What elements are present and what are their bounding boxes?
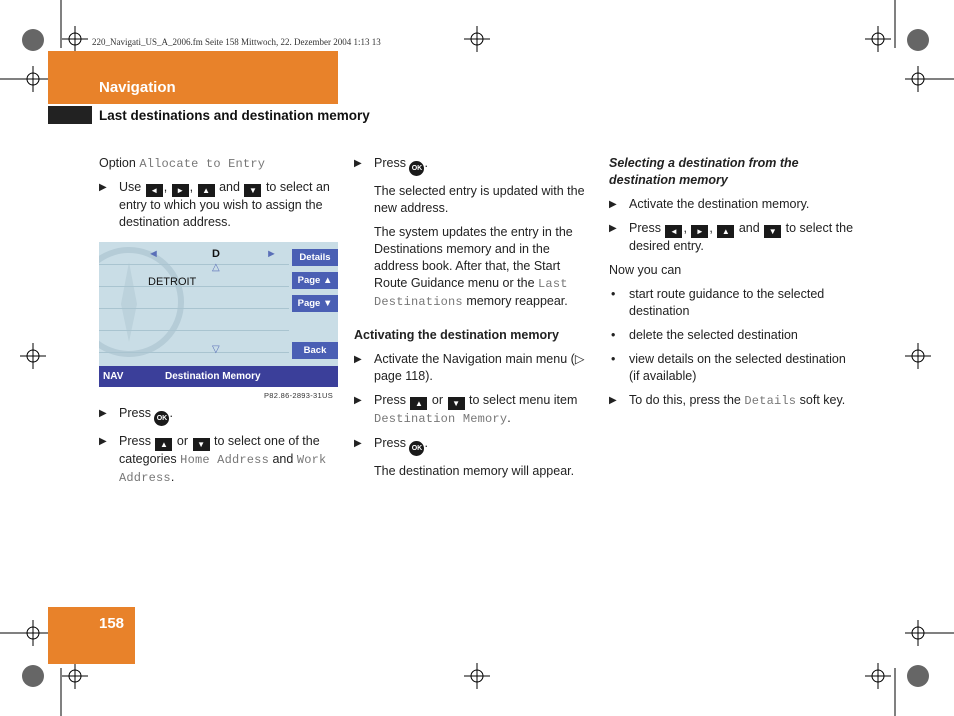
scroll-up-icon: △: [212, 262, 220, 273]
press-ok-step-2: ▶ Press OK .: [354, 435, 594, 456]
softkey-page-up[interactable]: Page ▲: [292, 272, 338, 289]
ok-button-icon: OK: [154, 411, 169, 426]
dot-bullet-icon: •: [611, 287, 616, 301]
arrow-bullet-icon: ▶: [609, 223, 617, 234]
ok-button-icon: OK: [409, 161, 424, 176]
subsection-marker: [48, 106, 92, 124]
dot-bullet-icon: •: [611, 352, 616, 366]
arrow-bullet-icon: ▶: [609, 199, 617, 210]
section-tab: [48, 51, 338, 104]
down-key-icon: ▼: [764, 225, 781, 238]
screen-letter: D: [212, 248, 220, 260]
left-key-icon: ◄: [146, 184, 163, 197]
left-key-icon: ◄: [665, 225, 682, 238]
option-item: • view details on the selected destination (if available): [611, 352, 846, 383]
arrow-bullet-icon: ▶: [609, 395, 617, 406]
figure-code: P82.86-2893-31US: [264, 391, 334, 400]
page-number: 158: [99, 615, 125, 632]
arrow-bullet-icon: ▶: [99, 436, 107, 447]
scroll-right-icon: ►: [266, 248, 277, 260]
column-2: [354, 155, 594, 480]
scroll-down-icon: ▽: [212, 344, 220, 355]
category-step: ▶ Press ▲ or ▼ to select one of the categories Home Address and Work Address.: [99, 434, 327, 485]
screen-city: DETROIT: [148, 276, 197, 288]
softkey-page-down[interactable]: Page ▼: [292, 295, 338, 312]
will-appear-text: The destination memory will appear.: [374, 464, 575, 478]
up-key-icon: ▲: [410, 397, 427, 410]
column-3: [609, 155, 854, 410]
down-key-icon: ▼: [244, 184, 261, 197]
nav-status-bar: [99, 366, 338, 387]
arrow-bullet-icon: ▶: [99, 408, 107, 419]
up-key-icon: ▲: [717, 225, 734, 238]
option-item: • delete the selected destination: [611, 328, 798, 342]
arrow-bullet-icon: ▶: [354, 158, 362, 169]
right-key-icon: ►: [691, 225, 708, 238]
select-entry-step: ▶ Press ◄ , ► , ▲ and ▼ to select the desired entry.: [609, 221, 854, 253]
file-header: 220_Navigati_US_A_2006.fm Seite 158 Mittwoch, 22. Dezember 2004 1:13 13: [92, 37, 381, 47]
column-1: [99, 155, 339, 231]
system-text: The system updates the entry in the Destinations memory and in the address book. After that, the Start Route Guidance menu or the Last Destinations memory reappear.: [374, 225, 573, 309]
section-title: Navigation: [99, 79, 176, 96]
use-step: ▶ Use ◄ , ► , ▲ and ▼ to select an entry to which you wish to assign the destination address.: [99, 180, 330, 229]
column-1-lower: [99, 405, 339, 487]
arrow-bullet-icon: ▶: [354, 354, 362, 365]
activate-nav-step: ▶ Activate the Navigation main menu (▷ page 118).: [354, 352, 585, 383]
dot-bullet-icon: •: [611, 328, 616, 342]
arrow-bullet-icon: ▶: [354, 395, 362, 406]
activate-memory-step: ▶ Activate the destination memory.: [609, 197, 810, 211]
press-ok-step: ▶ Press OK .: [99, 405, 339, 426]
down-key-icon: ▼: [193, 438, 210, 451]
selecting-heading: Selecting a destination from the destination memory: [609, 156, 799, 187]
arrow-bullet-icon: ▶: [354, 438, 362, 449]
up-key-icon: ▲: [155, 438, 172, 451]
now-you-can: Now you can: [609, 263, 682, 277]
select-menu-step: ▶ Press ▲ or ▼ to select menu item Destination Memory.: [354, 393, 578, 426]
down-key-icon: ▼: [448, 397, 465, 410]
scroll-left-icon: ◄: [148, 248, 159, 260]
option-line: Option Allocate to Entry: [99, 156, 266, 171]
activating-heading: Activating the destination memory: [354, 328, 559, 342]
details-step: ▶ To do this, press the Details soft key.: [609, 393, 846, 408]
softkey-details[interactable]: Details: [292, 249, 338, 266]
up-key-icon: ▲: [198, 184, 215, 197]
navigation-display: [99, 242, 338, 387]
nav-label: NAV: [103, 371, 124, 382]
updated-text: The selected entry is updated with the new address.: [374, 184, 585, 215]
nav-title: Destination Memory: [165, 371, 261, 382]
ok-button-icon: OK: [409, 441, 424, 456]
softkey-back[interactable]: Back: [292, 342, 338, 359]
arrow-bullet-icon: ▶: [99, 182, 107, 193]
subsection-title: Last destinations and destination memory: [99, 108, 370, 123]
right-key-icon: ►: [172, 184, 189, 197]
press-ok-step: ▶ Press OK .: [354, 155, 594, 176]
option-item: • start route guidance to the selected destination: [611, 287, 825, 318]
